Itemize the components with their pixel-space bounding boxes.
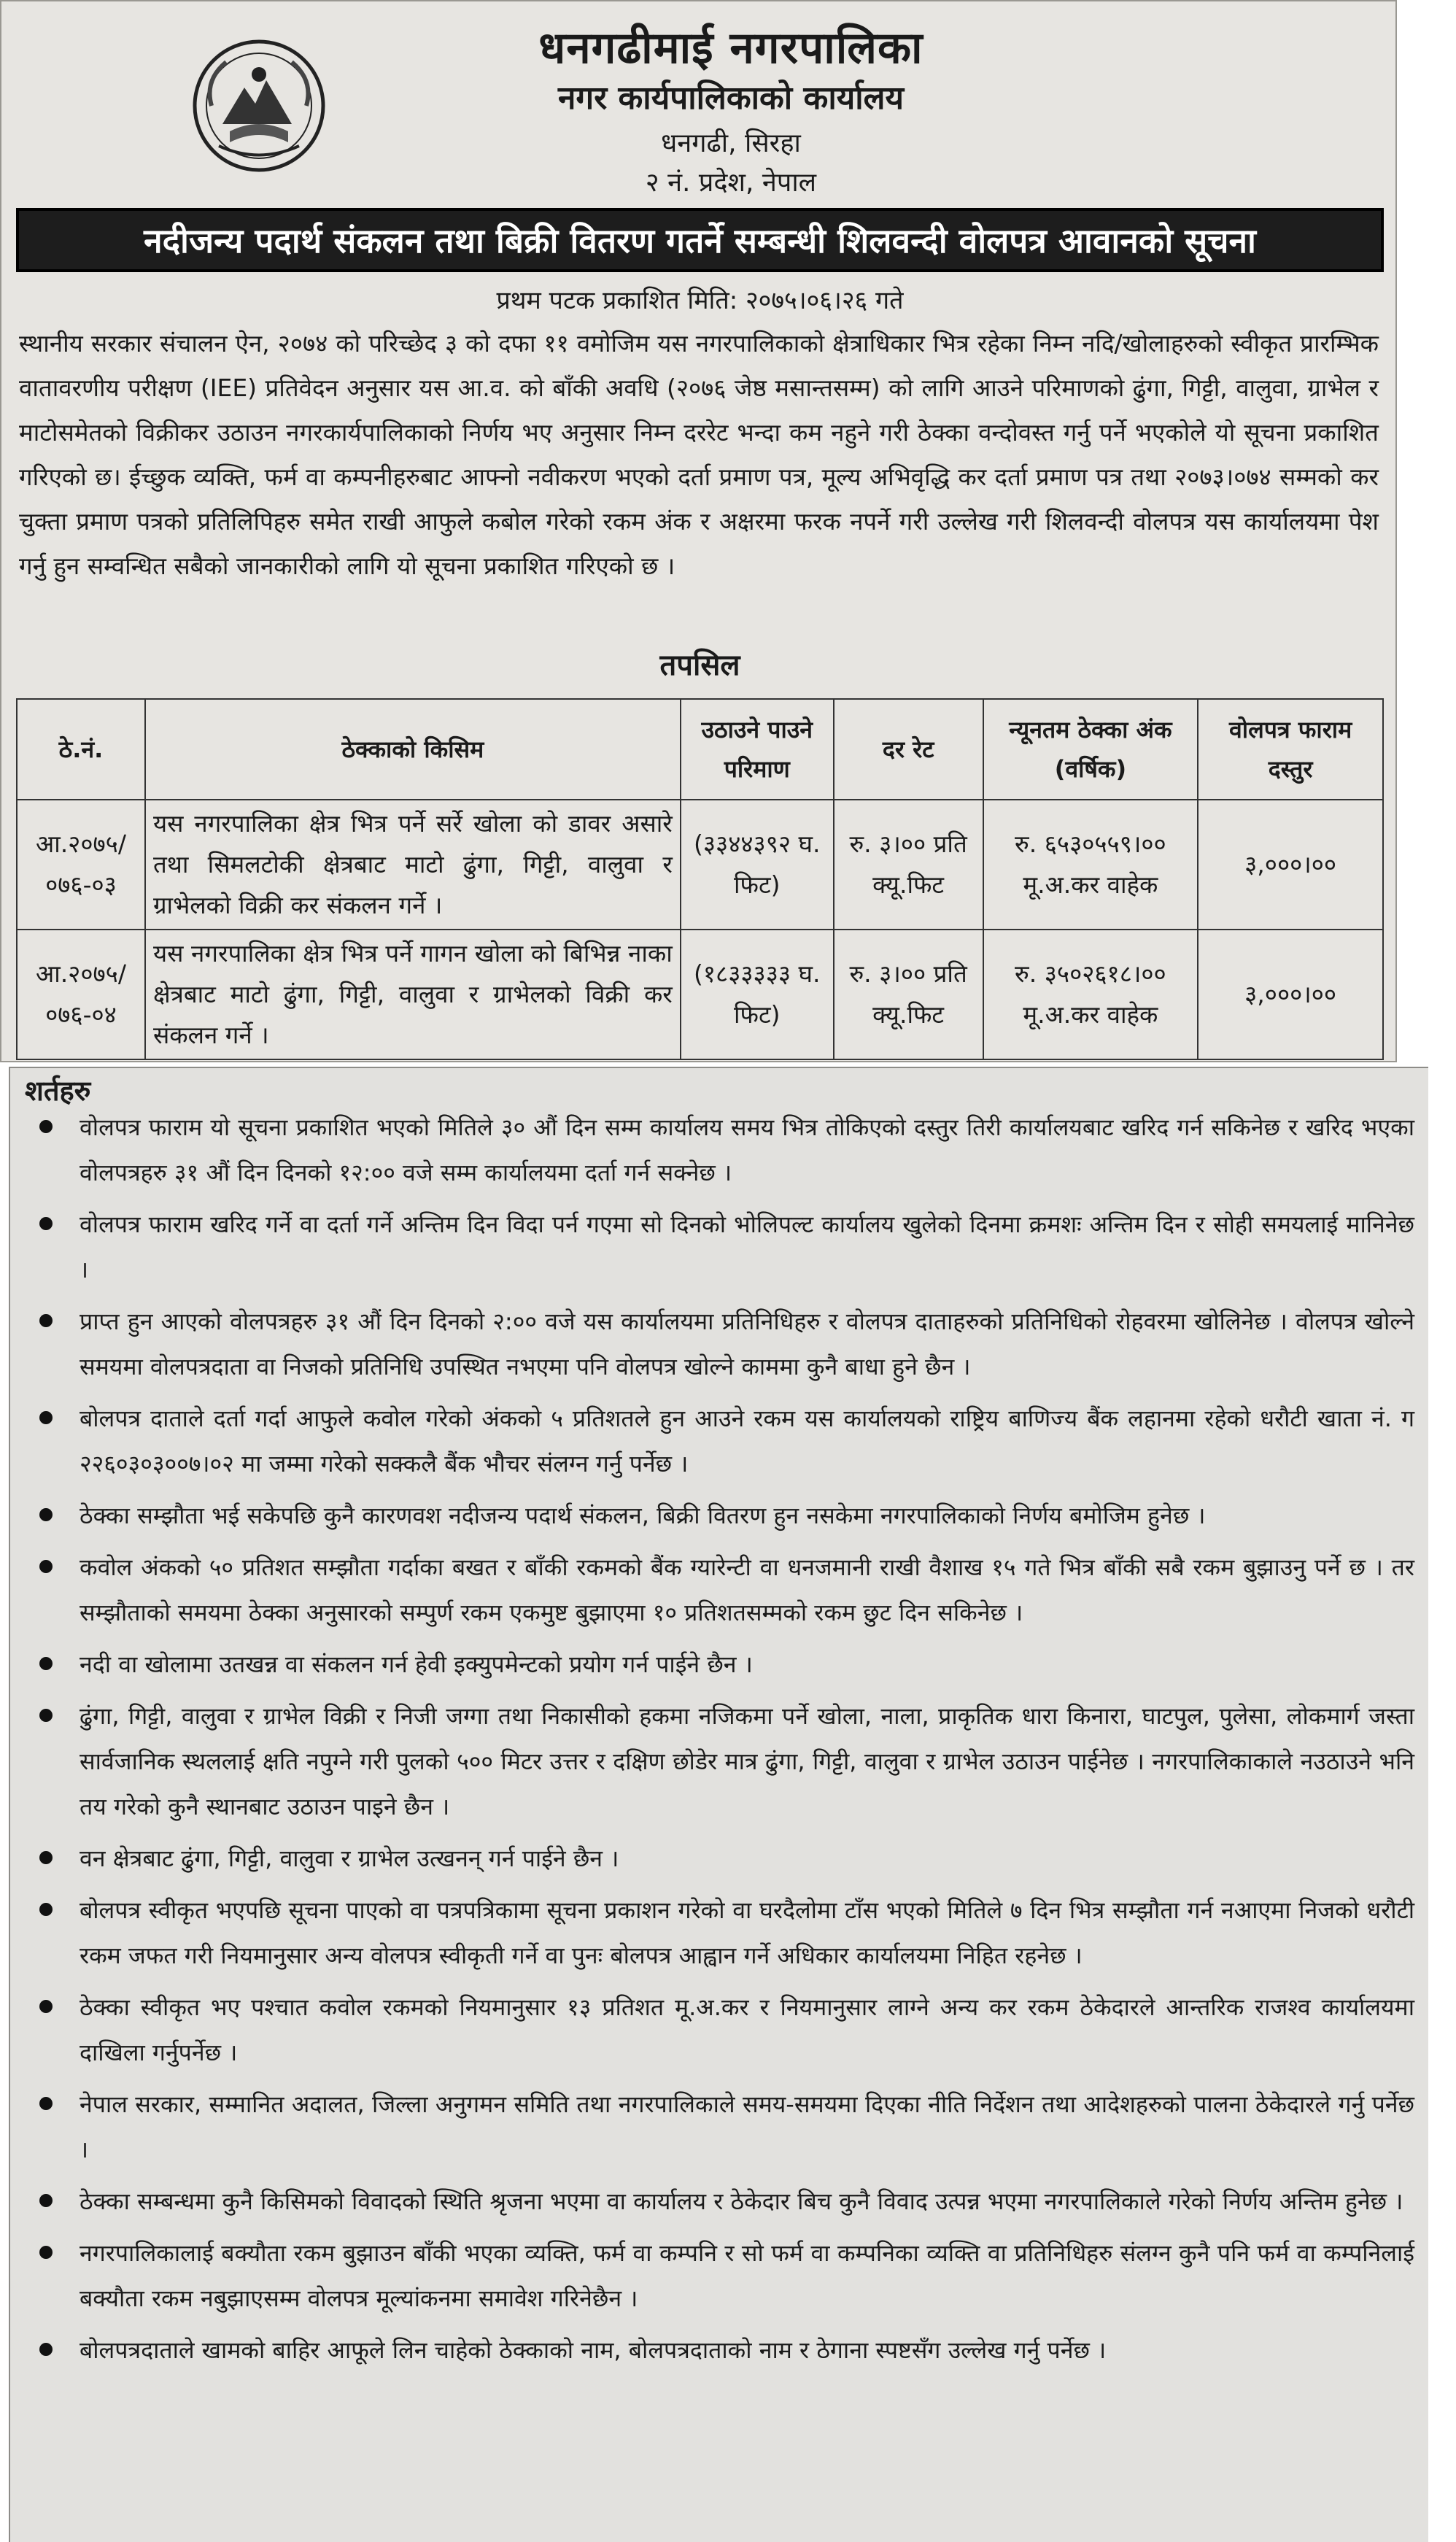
term-text: वोलपत्र फाराम यो सूचना प्रकाशित भएको मितिले ३० औं दिन सम्म कार्यालय समय भित्र तोकिएको दस्तुर तिरी कार्यालयबाट खरिद गर्न सकिनेछ र खरिद भएका वोलपत्रहरु ३१ औं दिन दिनको १२:०० वजे सम्म कार्यालयमा दर्ता गर्न सक्नेछ ।	[80, 1113, 1414, 1186]
cell-contract-no: आ.२०७५/ ०७६-०४	[17, 930, 145, 1059]
list-item	[32, 1545, 1414, 1635]
list-item	[32, 1105, 1414, 1195]
bullet-icon	[39, 1314, 53, 1327]
bullet-icon	[39, 1411, 53, 1424]
term-text: बोलपत्रदाताले खामको बाहिर आफूले लिन चाहेको ठेक्काको नाम, बोलपत्रदाताको नाम र ठेगाना स्पष्टसँग उल्लेख गर्नु पर्नेछ ।	[80, 2336, 1107, 2364]
schedule-title: तपसिल	[659, 649, 740, 682]
list-item	[32, 1888, 1414, 1978]
header-rate: दर रेट	[834, 699, 983, 800]
cell-contract-kind: यस नगरपालिका क्षेत्र भित्र पर्ने सर्रे खोला को डावर असारे तथा सिमलटोकी क्षेत्रबाट माटो ढुंगा, गिट्टी, वालुवा र ग्राभेलको विक्री कर संकलन गर्ने ।	[145, 800, 681, 930]
bullet-icon	[39, 1709, 53, 1722]
notice-title: नदीजन्य पदार्थ संकलन तथा बिक्री वितरण गतर्ने सम्बन्धी शिलवन्दी वोलपत्र आवानको सूचना	[144, 221, 1256, 260]
cell-rate: रु. ३।०० प्रति क्यू.फिट	[834, 800, 983, 930]
bullet-icon	[39, 1508, 53, 1521]
list-item	[32, 1299, 1414, 1389]
bullet-icon	[39, 1657, 53, 1670]
table-row	[17, 930, 1383, 1059]
bullet-icon	[39, 1120, 53, 1133]
header-form-fee: वोलपत्र फाराम दस्तुर	[1198, 699, 1383, 800]
bullet-icon	[39, 2194, 53, 2207]
bid-table	[16, 698, 1384, 1060]
header-minimum-amount: न्यूनतम ठेक्का अंक (वर्षिक)	[983, 699, 1199, 800]
notice-clipping-bottom	[9, 1067, 1428, 2542]
published-date: प्रथम पटक प्रकाशित मिति: २०७५।०६।२६ गते	[496, 286, 904, 315]
list-item	[32, 2327, 1414, 2373]
table-row	[17, 800, 1383, 930]
term-text: वन क्षेत्रबाट ढुंगा, गिट्टी, वालुवा र ग्राभेल उत्खनन् गर्न पाईने छैन ।	[80, 1844, 619, 1872]
cell-quantity: (३३४४३९२ घ. फिट)	[681, 800, 834, 930]
office-name: नगर कार्यपालिकाको कार्यालय	[558, 80, 904, 117]
bullet-icon	[39, 1560, 53, 1573]
table-header-row	[17, 699, 1383, 800]
list-item	[32, 1493, 1414, 1538]
cell-minimum-amount: रु. ३५०२६१८।०० मू.अ.कर वाहेक	[983, 930, 1199, 1059]
cell-minimum-amount: रु. ६५३०५५९।०० मू.अ.कर वाहेक	[983, 800, 1199, 930]
municipality-name: धनगढीमाई नगरपालिका	[538, 23, 923, 74]
terms-list	[32, 1105, 1414, 2379]
list-item	[32, 1396, 1414, 1486]
list-item	[32, 1642, 1414, 1687]
term-text: ठेक्का स्वीकृत भए पश्चात कवोल रकमको नियमानुसार १३ प्रतिशत मू.अ.कर र नियमानुसार लाग्ने अन्य कर रकम ठेकेदारले आन्तरिक राजश्व कार्यालयमा दाखिला गर्नुपर्नेछ ।	[80, 1993, 1414, 2066]
cell-quantity: (१८३३३३३ घ. फिट)	[681, 930, 834, 1059]
bullet-icon	[39, 1903, 53, 1916]
address-line-1: धनगढी, सिरहा	[661, 128, 801, 158]
bullet-icon	[39, 2343, 53, 2356]
term-text: बोलपत्र दाताले दर्ता गर्दा आफुले कवोल गरेको अंकको ५ प्रतिशतले हुन आउने रकम यस कार्यालयको राष्ट्रिय बाणिज्य बैंक लहानमा रहेको धरौटी खाता नं. ग २२६०३०३००७।०२ मा जम्मा गरेको सक्कलै बैंक भौचर संलग्न गर्नु पर्नेछ ।	[80, 1405, 1414, 1477]
term-text: बोलपत्र स्वीकृत भएपछि सूचना पाएको वा पत्रपत्रिकामा सूचना प्रकाशन गरेको वा घरदैलोमा टाँस भएको मितिले ७ दिन भित्र सम्झौता गर्न नआएमा निजको धरौटी रकम जफत गरी नियमानुसार अन्य वोलपत्र स्वीकृती गर्ने वा पुनः बोलपत्र आह्वान गर्ने अधिकार कार्यालयमा निहित रहनेछ ।	[80, 1896, 1414, 1969]
list-item	[32, 1985, 1414, 2075]
notice-clipping-top	[0, 0, 1397, 1062]
header-contract-kind: ठेक्काको किसिम	[145, 699, 681, 800]
cell-contract-no: आ.२०७५/ ०७६-०३	[17, 800, 145, 930]
list-item	[32, 1202, 1414, 1292]
term-text: प्राप्त हुन आएको वोलपत्रहरु ३१ औं दिन दिनको २:०० वजे यस कार्यालयमा प्रतिनिधिहरु र वोलपत्र दाताहरुको प्रतिनिधिको रोहवरमा खोलिनेछ । वोलपत्र खोल्ने समयमा वोलपत्रदाता वा निजको प्रतिनिधि उपस्थित नभएमा पनि वोलपत्र खोल्ने काममा कुनै बाधा हुने छैन ।	[80, 1307, 1414, 1380]
nepal-government-emblem-icon	[190, 36, 328, 175]
list-item	[32, 2230, 1414, 2321]
term-text: नदी वा खोलामा उतखन्न वा संकलन गर्न हेवी इक्युपमेन्टको प्रयोग गर्न पाईने छैन ।	[80, 1650, 753, 1678]
term-text: नगरपालिकालाई बक्यौता रकम बुझाउन बाँकी भएका व्यक्ति, फर्म वा कम्पनि र सो फर्म वा कम्पनिका व्यक्ति वा प्रतिनिधिहरु संलग्न कुनै पनि फर्म वा कम्पनिलाई बक्यौता रकम नबुझाएसम्म वोलपत्र मूल्यांकनमा समावेश गरिनेछैन ।	[80, 2239, 1414, 2312]
bullet-icon	[39, 2246, 53, 2259]
address-line-2: २ नं. प्रदेश, नेपाल	[645, 168, 817, 198]
bullet-icon	[39, 1217, 53, 1230]
bullet-icon	[39, 2000, 53, 2013]
bullet-icon	[39, 1851, 53, 1864]
term-text: ढुंगा, गिट्टी, वालुवा र ग्राभेल विक्री र निजी जग्गा तथा निकासीको हकमा नजिकमा पर्ने खोला, नाला, प्राकृतिक धारा किनारा, घाटपुल, पुलेसा, लोकमार्ग जस्ता सार्वजानिक स्थललाई क्षति नपुग्ने गरी पुलको ५०० मिटर उत्तर र दक्षिण छोडेर मात्र ढुंगा, गिट्टी, वालुवा र ग्राभेल उठाउन पाईनेछ । नगरपालिकाकाले नउठाउने भनि तय गरेको कुनै स्थानबाट उठाउन पाइने छैन ।	[80, 1702, 1414, 1820]
bullet-icon	[39, 2097, 53, 2110]
cell-contract-kind: यस नगरपालिका क्षेत्र भित्र पर्ने गागन खोला को बिभिन्न नाका क्षेत्रबाट माटो ढुंगा, गिट्टी, वालुवा र ग्राभेलको विक्री कर संकलन गर्ने ।	[145, 930, 681, 1059]
terms-title: शर्तहरु	[25, 1075, 91, 1107]
cell-form-fee: ३,०००।००	[1198, 930, 1383, 1059]
term-text: नेपाल सरकार, सम्मानित अदालत, जिल्ला अनुगमन समिति तथा नगरपालिकाले समय-समयमा दिएका नीति निर्देशन तथा आदेशहरुको पालना ठेकेदारले गर्नु पर्नेछ ।	[80, 2090, 1414, 2163]
cell-form-fee: ३,०००।००	[1198, 800, 1383, 930]
list-item	[32, 2082, 1414, 2172]
intro-paragraph: स्थानीय सरकार संचालन ऐन, २०७४ को परिच्छेद ३ को दफा ११ वमोजिम यस नगरपालिकाको क्षेत्राधिकार भित्र रहेका निम्न नदि/खोलाहरुको स्वीकृत प्रारम्भिक वातावरणीय परीक्षण (IEE) प्रतिवेदन अनुसार यस आ.व. को बाँकी अवधि (२०७६ जेष्ठ मसान्तसम्म) को लागि आउने परिमाणको ढुंगा, गिट्टी, वालुवा, ग्राभेल र माटोसमेतको विक्रीकर उठाउन नगरकार्यपालिकाको निर्णय भए अनुसार निम्न दररेट भन्दा कम नहुने गरी ठेक्का वन्दोवस्त गर्नु पर्ने भएकोले यो सूचना प्रकाशित गरिएको छ। ईच्छुक व्यक्ति, फर्म वा कम्पनीहरुबाट आफ्नो नवीकरण भएको दर्ता प्रमाण पत्र, मूल्य अभिवृद्धि कर दर्ता प्रमाण पत्र तथा २०७३।०७४ सम्मको कर चुक्ता प्रमाण पत्रको प्रतिलिपिहरु समेत राखी आफुले कबोल गरेको रकम अंक र अक्षरमा फरक नपर्ने गरी उल्लेख गरी शिलवन्दी वोलपत्र यस कार्यालयमा पेश गर्नु हुन सम्वन्धित सबैको जानकारीको लागि यो सूचना प्रकाशित गरिएको छ ।	[19, 329, 1379, 580]
list-item	[32, 1693, 1414, 1829]
list-item	[32, 1836, 1414, 1881]
term-text: कवोल अंकको ५० प्रतिशत सम्झौता गर्दाका बखत र बाँकी रकमको बैंक ग्यारेन्टी वा धनजमानी राखी वैशाख १५ गते भित्र बाँकी सबै रकम बुझाउनु पर्ने छ । तर सम्झौताको समयमा ठेक्का अनुसारको सम्पुर्ण रकम एकमुष्ट बुझाएमा १० प्रतिशतसम्मको रकम छुट दिन सकिनेछ ।	[80, 1553, 1414, 1626]
header-contract-no: ठे.नं.	[17, 699, 145, 800]
header-quantity: उठाउने पाउने परिमाण	[681, 699, 834, 800]
term-text: ठेक्का सम्झौता भई सकेपछि कुनै कारणवश नदीजन्य पदार्थ संकलन, बिक्री वितरण हुन नसकेमा नगरपालिकाको निर्णय बमोजिम हुनेछ ।	[80, 1502, 1206, 1529]
term-text: ठेक्का सम्बन्धमा कुनै किसिमको विवादको स्थिति श्रृजना भएमा वा कार्यालय र ठेकेदार बिच कुनै विवाद उत्पन्न भएमा नगरपालिकाले गरेको निर्णय अन्तिम हुनेछ ।	[80, 2187, 1403, 2215]
notice-title-banner	[16, 208, 1384, 272]
cell-rate: रु. ३।०० प्रति क्यू.फिट	[834, 930, 983, 1059]
term-text: वोलपत्र फाराम खरिद गर्ने वा दर्ता गर्ने अन्तिम दिन विदा पर्न गएमा सो दिनको भोलिपल्ट कार्यालय खुलेको दिनमा क्रमशः अन्तिम दिन र सोही समयलाई मानिनेछ ।	[80, 1210, 1414, 1283]
list-item	[32, 2179, 1414, 2224]
